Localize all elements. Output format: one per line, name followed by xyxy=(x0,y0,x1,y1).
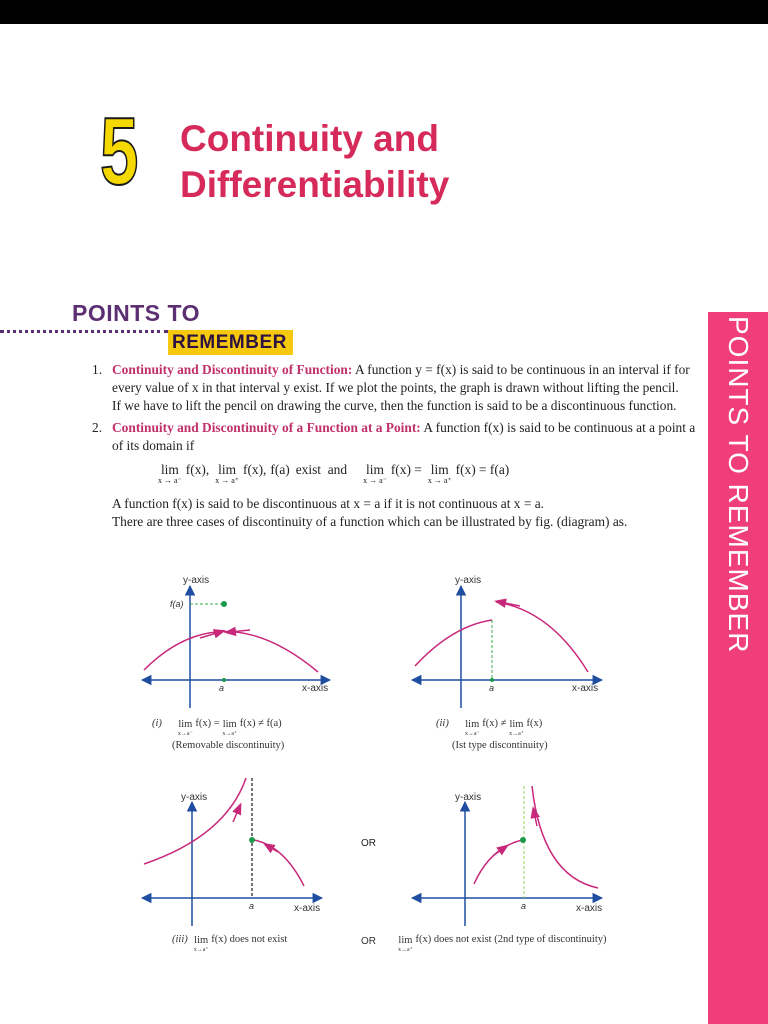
limit-left: lim x → a⁻ xyxy=(158,462,182,485)
a-label: a xyxy=(219,683,225,693)
x-axis-label: x-axis xyxy=(294,903,321,914)
curve-left xyxy=(415,620,492,666)
x-axis-label: x-axis xyxy=(302,683,329,694)
x-axis-label: x-axis xyxy=(572,683,599,694)
limit-right: lim x → a⁺ xyxy=(215,462,239,485)
continuity-formula: lim x → a⁻ f(x), lim x → a⁺ f(x), f(a) exist and lim x → a⁻ f(x) = lim x → a⁺ f(x) = f(a) xyxy=(158,462,510,485)
figure-removable xyxy=(142,575,330,708)
or-label: OR xyxy=(361,838,376,849)
point-heading: Continuity and Discontinuity of Function: xyxy=(112,362,353,377)
curve-right xyxy=(496,602,588,672)
y-axis-label: y-axis xyxy=(181,792,208,803)
sidebar-label: POINTS TO REMEMBER xyxy=(723,316,754,654)
chapter-number: 5 xyxy=(100,98,139,205)
chapter-title-line2: Differentiability xyxy=(180,164,450,205)
x-axis-label: x-axis xyxy=(576,903,603,914)
y-axis-label: y-axis xyxy=(455,792,482,803)
point-text: A function f(x) is said to be continuous at a point a of its domain if xyxy=(112,420,696,453)
a-label: a xyxy=(249,901,255,911)
or-label-2: OR xyxy=(361,936,376,947)
limit-left-eq: lim x → a⁻ xyxy=(363,462,387,485)
figure-first-type xyxy=(412,575,602,708)
point-number: 1. xyxy=(92,362,103,377)
point-fa xyxy=(221,601,227,607)
fa-label: f(a) xyxy=(170,599,184,609)
chapter-title-line1: Continuity and xyxy=(180,118,439,159)
caption-first-type: (ii) lim x→a⁻ f(x) ≠ lim x→a⁺ f(x) xyxy=(436,718,543,737)
limit-right-eq: lim x → a⁺ xyxy=(427,462,452,485)
curve-arrow xyxy=(233,808,239,822)
curve-left xyxy=(144,778,246,864)
curve xyxy=(144,631,318,672)
caption-first-type-name: (Ist type discontinuity) xyxy=(452,740,548,751)
curve-arrow xyxy=(494,848,504,855)
section-heading-badge: REMEMBER xyxy=(168,330,293,355)
point-2-para2: A function f(x) is said to be discontinuous at x = a if it is not continuous at x = a. xyxy=(112,496,545,511)
figure-second-type xyxy=(412,786,602,926)
curve-left xyxy=(474,840,522,884)
curve-arrow xyxy=(230,630,250,632)
a-label: a xyxy=(521,901,527,911)
curve-right xyxy=(532,786,598,888)
caption-second-type: lim x→a⁺ f(x) does not exist (2nd type of discontinuity) xyxy=(398,934,607,953)
curve-arrow xyxy=(268,846,278,852)
caption-removable-name: (Removable discontinuity) xyxy=(172,740,285,751)
point xyxy=(249,837,255,843)
point-heading: Continuity and Discontinuity of a Function at a Point: xyxy=(112,420,421,435)
point-number: 2. xyxy=(92,420,103,435)
point-a xyxy=(222,678,226,682)
point xyxy=(520,837,526,843)
figure-not-exist xyxy=(142,778,322,926)
y-axis-label: y-axis xyxy=(183,575,210,586)
point-a xyxy=(490,678,494,682)
point-2-para3: There are three cases of discontinuity of a function which can be illustrated by fig. (diagram) as. xyxy=(112,514,628,529)
y-axis-label: y-axis xyxy=(455,575,482,586)
point-1-para2: If we have to lift the pencil on drawing the curve, then the function is said to be a discontinuous function. xyxy=(112,398,677,413)
section-heading-top: POINTS TO xyxy=(72,300,201,326)
curve-right xyxy=(254,840,304,886)
caption-removable: (i) lim x→a⁻ f(x) = lim x→a⁺ f(x) ≠ f(a) xyxy=(152,718,282,737)
a-label: a xyxy=(489,683,495,693)
point-text: A function y = f(x) is said to be continuous in an interval if for every value of x in that interval y exist. If we plot the points, the graph is drawn without lifting the pencil. xyxy=(112,362,690,395)
caption-not-exist: (iii) lim x→a⁺ f(x) does not exist xyxy=(172,934,288,953)
